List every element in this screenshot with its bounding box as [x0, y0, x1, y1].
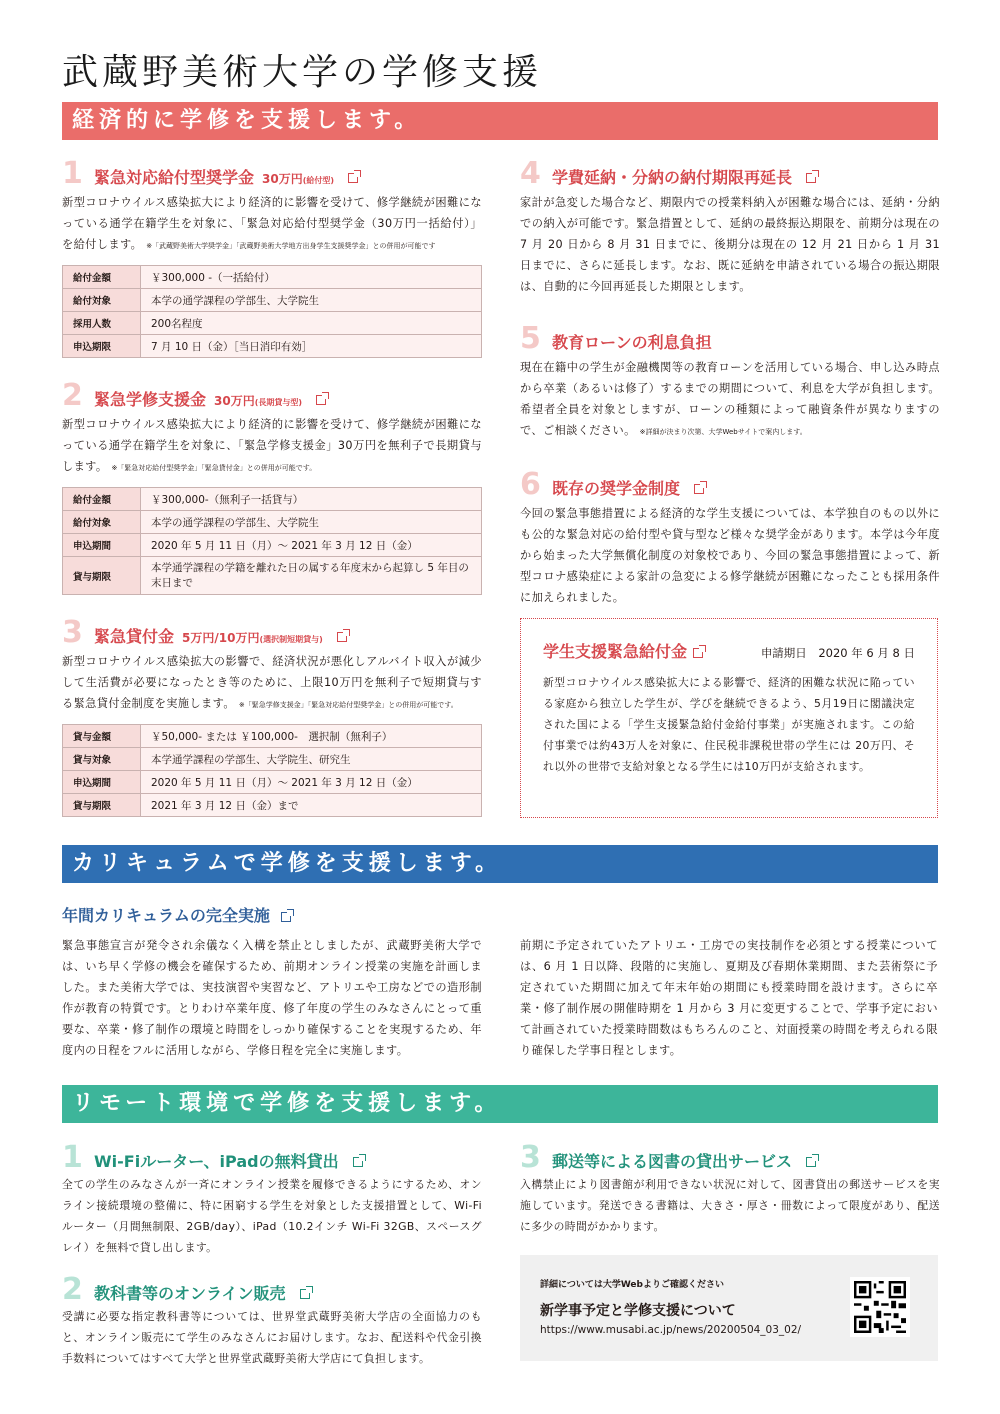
section-band-curriculum: カリキュラムで学修を支援します。 [62, 845, 938, 883]
row-value: ￥50,000- または ￥100,000- 選択制（無利子） [141, 725, 482, 748]
row-value: ￥300,000 -（一括給付） [141, 266, 482, 289]
table-row [63, 488, 482, 511]
row-value: 2020 年 5 月 11 日（月）～ 2021 年 3 月 12 日（金） [141, 771, 482, 794]
external-link-icon[interactable] [353, 1157, 363, 1167]
curriculum-title: 年間カリキュラムの完全実施 [62, 906, 270, 925]
amount-value: 5万円/10万円 [182, 631, 260, 645]
econ-left-column [62, 156, 482, 817]
econ-right-column [520, 156, 940, 608]
section-number: 5 [520, 321, 541, 356]
curriculum-left-body: 緊急事態宣言が発令され余儀なく入構を禁止としましたが、武蔵野美術大学では、いち早く学修の機会を確保するため、前期オンライン授業の実施を計画しました。また美術大学では、実技演習や実習など、アトリエや工房などでの造形制作が教育の特質です。とりわけ卒業年度、修了年度の学生のみなさんにとって重要な、卒業・修了制作の環境と時間をしっかり確保することを実現するため、年度内の日程をフルに活用しながら、学修日程を完全に実施します。 [62, 939, 482, 1057]
section-body: 家計が急変した場合など、期限内での授業料納入が困難な場合には、延納・分納での納入が可能です。緊急措置として、延納の最終振込期限を、前期分は現在の 7 月 20 日から 8 月 31 日までに、後期分は現在の 12 月 21 日から 1 月 31 日までに、さらに延長します。なお、既に延納を申請されている場合の振込期限は、自動的に今回再延長した期限とします。 [520, 196, 940, 293]
section-body: 全ての学生のみなさんが一斉にオンライン授業を履修できるようにするため、オンライン接続環境の整備に、特に困窮する学生を対象とした支援措置として、Wi-Fi ルーター（月間無制限、2GB/day）、iPad（10.2インチ Wi-Fi 32GB、スペースグレイ）を無料で貸し出します。 [62, 1178, 482, 1254]
body-text: 新型コロナウイルス感染拡大の影響で、経済状況が悪化しアルバイト収入が減少して生活費が必要になったとき等のために、上限10万円を無利子で短期貸与する緊急貸付金制度を実施します。 [62, 655, 482, 710]
row-key: 貸与金額 [63, 725, 141, 748]
section-amount [262, 170, 334, 187]
external-link-icon[interactable] [300, 1289, 310, 1299]
external-link-icon[interactable] [281, 912, 291, 922]
row-value: 本学通学課程の学部生、大学院生、研究生 [141, 748, 482, 771]
grant-title: 学生支援緊急給付金 [543, 642, 688, 661]
section-body: 入構禁止により図書館が利用できない状況に対して、図書貸出の郵送サービスを実施しています。発送できる書籍は、大きさ・厚さ・冊数によって限度があり、配送に多少の時間がかかります。 [520, 1178, 940, 1233]
row-key: 申込期限 [63, 335, 141, 358]
external-link-icon[interactable] [348, 173, 358, 183]
row-key: 給付対象 [63, 511, 141, 534]
row-value: 7 月 10 日（金）［当日消印有効］ [141, 335, 482, 358]
remote-right-column [520, 1140, 940, 1237]
qr-code-graphic [854, 1281, 906, 1333]
section-band-economic: 経済的に学修を支援します。 [62, 102, 938, 140]
section-number: 3 [520, 1140, 541, 1175]
section-title: Wi-Fiルーター、iPadの無料貸出 [94, 1152, 339, 1171]
external-link-icon[interactable] [694, 484, 704, 494]
section-number: 2 [62, 378, 83, 413]
section-title: 教育ローンの利息負担 [552, 333, 712, 352]
table-row [63, 335, 482, 358]
section-body [62, 414, 482, 479]
table-row [63, 266, 482, 289]
section-title: 緊急対応給付型奨学金 [94, 168, 255, 187]
remote-3-header [520, 1140, 940, 1175]
row-value: 2021 年 3 月 12 日（金）まで [141, 794, 482, 817]
section-number: 3 [62, 615, 83, 650]
external-link-icon[interactable] [806, 173, 816, 183]
info-table [62, 724, 482, 817]
section-title: 緊急学修支援金 [94, 390, 207, 409]
section-body [520, 357, 940, 443]
section-number: 6 [520, 467, 541, 502]
section-number: 4 [520, 156, 541, 191]
section-body: 受講に必要な指定教科書等については、世界堂武蔵野美術大学店の全面協力のもと、オンライン販売にて学生のみなさんにお届けします。なお、配送料や代金引換手数料についてはすべて大学と世界堂武蔵野美術大学店にて負担します。 [62, 1310, 482, 1365]
section-5-header [520, 321, 940, 356]
grant-title-wrap [543, 639, 703, 662]
section-1-header [62, 156, 482, 191]
row-key: 貸与対象 [63, 748, 141, 771]
section-body [62, 192, 482, 257]
remote-left-column [62, 1140, 482, 1369]
section-title: 既存の奨学金制度 [552, 479, 681, 498]
table-row [63, 557, 482, 595]
row-value: 本学通学課程の学籍を離れた日の属する年度末から起算し 5 年目の末日まで [141, 557, 482, 595]
section-2-header [62, 378, 482, 413]
student-emergency-grant-box [520, 618, 938, 818]
qr-code-icon[interactable] [850, 1277, 910, 1337]
section-title: 学費延納・分納の納付期限再延長 [552, 168, 793, 187]
row-value: 本学の通学課程の学部生、大学院生 [141, 289, 482, 312]
section-6-header [520, 467, 940, 502]
section-title: 郵送等による図書の貸出サービス [552, 1152, 793, 1171]
section-4-header [520, 156, 940, 191]
body-note: ※「緊急学修支援金」「緊急対応給付型奨学金」との併用が可能です。 [238, 701, 458, 709]
row-value: 本学の通学課程の学部生、大学院生 [141, 511, 482, 534]
external-link-icon[interactable] [806, 1157, 816, 1167]
row-key: 給付金額 [63, 488, 141, 511]
external-link-icon[interactable] [693, 648, 703, 658]
curriculum-header [62, 903, 291, 926]
section-title: 緊急貸付金 [94, 627, 175, 646]
table-row [63, 289, 482, 312]
row-key: 申込期間 [63, 534, 141, 557]
body-note: ※詳細が決まり次第、大学Webサイトで案内します。 [639, 428, 807, 436]
table-row [63, 725, 482, 748]
amount-note: (選択制短期貸与) [259, 635, 323, 644]
row-key: 給付金額 [63, 266, 141, 289]
amount-note: (長期貸与型) [254, 398, 303, 407]
grant-body: 新型コロナウイルス感染拡大による影響で、経済的困難な状況に陥っている家庭から独立した学生が、学びを継続できるよう、5月19日に閣議決定された国による「学生支援緊急給付金給付事業」が実施されます。この給付事業では約43万人を対象に、住民税非課税世帯の学生には 20万円、それ以外の世帯で支給対象となる学生には10万円が支給されます。 [543, 676, 915, 773]
grant-box-header [543, 639, 915, 662]
section-title: 教科書等のオンライン販売 [94, 1284, 286, 1303]
row-key: 貸与期限 [63, 557, 141, 595]
remote-2-header [62, 1272, 482, 1307]
section-band-remote: リモート環境で学修を支援します。 [62, 1085, 938, 1123]
info-table [62, 487, 482, 595]
deadline-label: 申請期日 [760, 646, 807, 660]
body-text: 現在在籍中の学生が金融機関等の教育ローンを活用している場合、申し込み時点から卒業（あるいは修了）するまでの期間について、利息を大学が負担します。希望者全員を対象としますが、ローンの種類によって融資条件が異なりますので、ご相談ください。 [520, 361, 940, 437]
section-amount [214, 392, 302, 409]
table-row [63, 748, 482, 771]
section-number: 2 [62, 1272, 83, 1307]
body-note: ※「武蔵野美術大学奨学金」「武蔵野美術大学地方出身学生支援奨学金」との併用が可能です [146, 242, 436, 250]
info-title: 新学事予定と学修支援について [540, 1303, 736, 1319]
external-link-icon[interactable] [337, 632, 347, 642]
deadline-date: 2020 年 6 月 8 日 [818, 646, 915, 660]
grant-deadline [761, 645, 915, 661]
amount-value: 30万円 [262, 172, 303, 186]
table-row [63, 771, 482, 794]
row-key: 採用人数 [63, 312, 141, 335]
table-row [63, 794, 482, 817]
section-number: 1 [62, 156, 83, 191]
curriculum-right-body: 前期に予定されていたアトリエ・工房での実技制作を必須とする授業については、6 月 1 日以降、段階的に実施し、夏期及び春期休業期間、また芸術祭に予定されていた期間に加えて年末年始の期間にも授業時間を設けます。さらに卒業・修了制作展の開催時期を 1 月から 3 月に変更することで、学事予定において計画されていた授業時間数はもちろんのこと、対面授業の時間を考えられる限り確保した学事日程とします。 [520, 939, 938, 1057]
section-body: 今回の緊急事態措置による経済的な学生支援については、本学独自のもの以外にも公的な緊急対応の給付型や貸与型など様々な奨学金があります。本学は今年度から始まった大学無償化制度の対象校であり、今回の緊急事態措置によって、新型コロナ感染症による家計の急変による修学継続が困難になったことも採用条件に加えられました。 [520, 507, 940, 604]
row-key: 申込期間 [63, 771, 141, 794]
table-row [63, 511, 482, 534]
info-table [62, 265, 482, 358]
body-text: 新型コロナウイルス感染拡大により経済的に影響を受けて、修学継続が困難になっている通学在籍学生を対象に、「緊急対応給付型奨学金（30万円一括給付）」を給付します。 [62, 196, 482, 251]
info-link-box [520, 1255, 938, 1361]
section-amount [182, 629, 323, 646]
external-link-icon[interactable] [316, 395, 326, 405]
row-key: 貸与期限 [63, 794, 141, 817]
body-text: 新型コロナウイルス感染拡大により経済的に影響を受けて、修学継続が困難になっている通学在籍学生を対象に、「緊急学修支援金」30万円を無利子で長期貸与します。 [62, 418, 482, 473]
table-row [63, 534, 482, 557]
remote-1-header [62, 1140, 482, 1175]
section-3-header [62, 615, 482, 650]
section-number: 1 [62, 1140, 83, 1175]
row-key: 給付対象 [63, 289, 141, 312]
row-value: 2020 年 5 月 11 日（月）～ 2021 年 3 月 12 日（金） [141, 534, 482, 557]
amount-note: (給付型) [302, 176, 335, 185]
page-title: 武蔵野美術大学の学修支援 [62, 52, 543, 93]
table-row [63, 312, 482, 335]
info-small-text: 詳細については大学Webよりご確認ください [540, 1280, 724, 1290]
row-value: ￥300,000-（無利子一括貸与） [141, 488, 482, 511]
body-note: ※「緊急対応給付型奨学金」「緊急貸付金」との併用が可能です。 [111, 464, 317, 472]
info-url[interactable]: https://www.musabi.ac.jp/news/20200504_03_02/ [540, 1324, 802, 1336]
row-value: 200名程度 [141, 312, 482, 335]
amount-value: 30万円 [214, 394, 255, 408]
section-body [62, 651, 482, 716]
